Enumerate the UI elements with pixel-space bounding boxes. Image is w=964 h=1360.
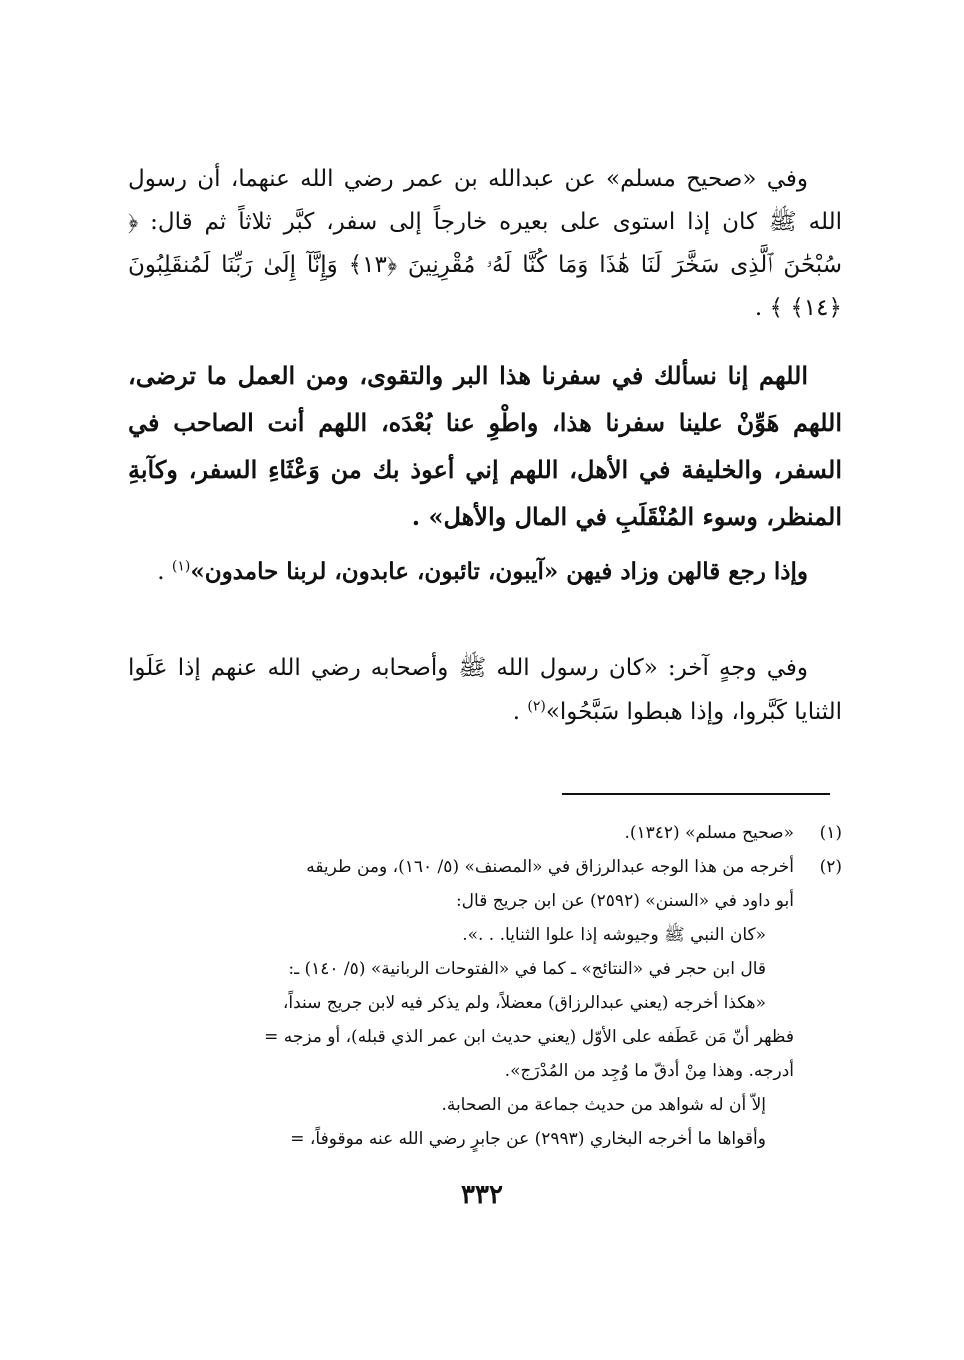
paragraph-return-dua [128,549,842,595]
footnote-line: وأقواها ما أخرجه البخاري (٢٩٩٣) عن جابرٍ رضي الله عنه موقوفاً، = [290,1129,766,1149]
paragraph-indent [808,655,842,681]
another-narration-text: وفي وجهٍ آخر: «كان رسول الله ﷺ وأصحابه رضي الله عنهم إذا عَلَوا الثنايا كَبَّروا، وإذا هبطوا سَبَّحُوا» [128,655,842,725]
footnote-line: قال ابن حجر في «النتائج» ـ كما في «الفتوحات الربانية» (٥/ ١٤٠) ـ: [288,959,766,979]
footnote-line: فظهر أنّ مَن عَطَفه على الأوّل (يعني حديث ابن عمر الذي قبله)، أو مزجه = [264,1027,794,1047]
footnote-line: إلاّ أن له شواهد من حديث جماعة من الصحابة. [441,1095,766,1115]
travel-dua-text: اللهم إنا نسألك في سفرنا هذا البر والتقوى، ومن العمل ما ترضى، اللهم هَوِّنْ علينا سفرنا هذا، واطْوِ عنا بُعْدَه، اللهم أنت الصاحب في السفر، والخليفة في الأهل، اللهم إني أعوذ بك من وَعْثَاءِ السفر، وكآبةِ المنظر، وسوء المُنْقَلَبِ في المال والأهل» . [128,361,842,531]
footnote-quote-line: «كان النبي ﷺ وجيوشه إذا علوا الثنايا. . .». [462,925,766,945]
paragraph-indent [808,361,842,390]
footnote-marker-2[interactable]: (٢) [527,698,546,715]
footnote-divider [562,793,830,795]
footnote-number: (٢) [819,857,842,877]
paragraph-indent [808,559,842,585]
footnote-body [128,850,794,1156]
paragraph-another-narration [128,646,842,734]
paragraph-muslim-narration [128,158,842,330]
footnote-line: أخرجه من هذا الوجه عبدالرزاق في «المصنف» (٥/ ١٦٠)، ومن طريقه [306,857,794,877]
footnote-line: أدرجه. وهذا مِنْ أدقّ ما وُجِد من المُدْرَج». [504,1061,794,1081]
paragraph-travel-dua [128,352,842,540]
footnote-line: «صحيح مسلم» (١٣٤٢). [624,823,794,843]
page-number: ٣٣٢ [461,1180,503,1210]
footnote-body [128,816,794,850]
return-dua-end: . [157,559,172,585]
narration-intro: وفي «صحيح مسلم» عن عبدالله بن عمر رضي الله عنهما، أن رسول الله ﷺ كان إذا استوى على بعيره خارجاً إلى سفر، كبَّر ثلاثاً ثم قال: [128,166,842,235]
another-narration-end: . [512,699,528,725]
footnote-1 [128,816,842,850]
footnote-quote-line: «هكذا أخرجه (يعني عبدالرزاق) معضلاً، ولم يذكر فيه لابن جريج سنداً، [282,993,766,1013]
quran-verse: ﴿ سُبْحَٰنَ ٱلَّذِى سَخَّرَ لَنَا هَٰذَا وَمَا كُنَّا لَهُۥ مُقْرِنِينَ ﴿١٣﴾ وَإِنَّآ إِلَىٰ رَبِّنَا لَمُنقَلِبُونَ ﴿١٤﴾ ﴾ . [128,209,842,321]
footnote-2 [128,850,842,1156]
footnote-number: (١) [819,823,842,843]
footnote-line: أبو داود في «السنن» (٢٥٩٢) عن ابن جريج قال: [455,891,794,911]
footnote-marker-1[interactable]: (١) [171,558,191,575]
return-dua-text: وإذا رجع قالهن وزاد فيهن «آيبون، تائبون، عابدون، لربنا حامدون» [190,558,808,585]
paragraph-indent [808,166,842,192]
footnotes-section [128,816,842,1156]
